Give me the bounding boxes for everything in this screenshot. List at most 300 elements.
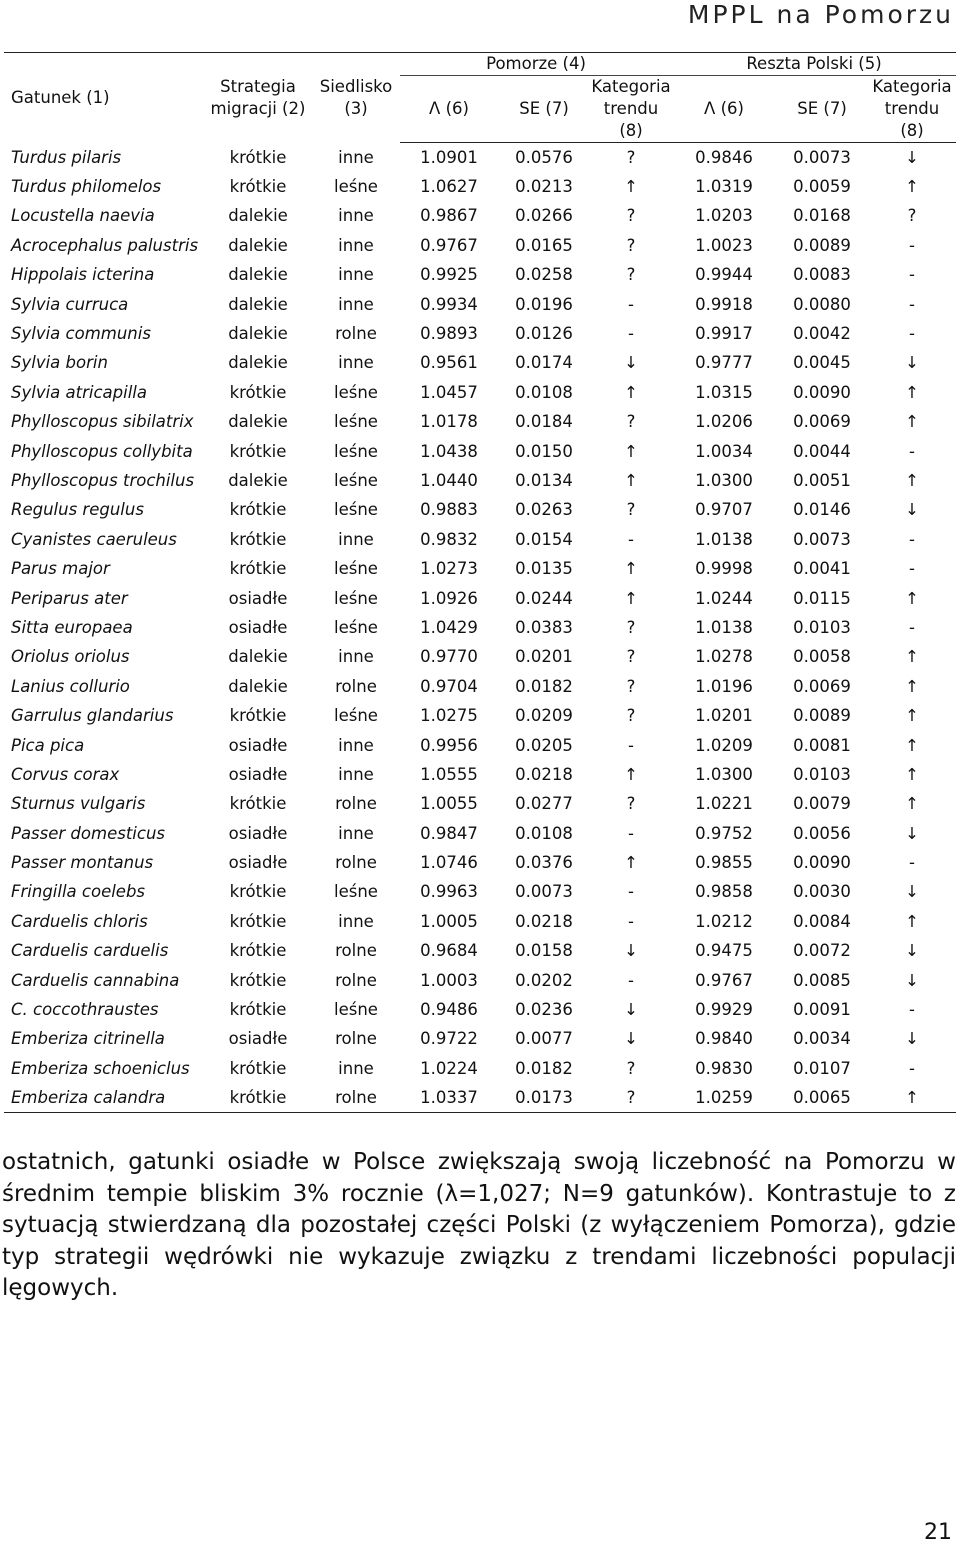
cell-r-trend: ↓ — [905, 353, 919, 373]
table-row — [4, 172, 956, 201]
cell-r-trend: ↑ — [905, 412, 919, 432]
cell-strategy: krótkie — [229, 794, 287, 814]
cell-r-se: 0.0080 — [793, 294, 851, 314]
cell-r-trend: - — [909, 294, 915, 314]
cell-r-lambda: 1.0212 — [695, 911, 753, 931]
cell-r-se: 0.0073 — [793, 529, 851, 549]
cell-p-se: 0.0202 — [515, 970, 573, 990]
cell-p-se: 0.0576 — [515, 147, 573, 167]
cell-p-se: 0.0218 — [515, 764, 573, 784]
cell-strategy: krótkie — [204, 1083, 312, 1112]
table-row — [4, 201, 956, 230]
cell-r-se: 0.0044 — [793, 441, 851, 461]
cell-r-se: 0.0072 — [793, 941, 851, 961]
cell-r-se: 0.0079 — [793, 794, 851, 814]
cell-strategy: dalekie — [228, 647, 288, 667]
cell-r-trend: ↑ — [905, 177, 919, 197]
cell-p-lambda: 0.9934 — [420, 294, 478, 314]
header-group-reszta: Reszta Polski (5) — [672, 53, 956, 76]
cell-p-lambda: 1.0055 — [420, 794, 478, 814]
running-header: MPPL na Pomorzu — [687, 0, 954, 29]
cell-r-lambda: 1.0300 — [695, 470, 753, 490]
cell-r-trend: ↑ — [905, 794, 919, 814]
cell-habitat: rolne — [335, 676, 377, 696]
header-habitat: Siedlisko (3) — [312, 53, 400, 143]
cell-habitat: inne — [338, 529, 374, 549]
cell-strategy: krótkie — [229, 147, 287, 167]
cell-p-lambda: 1.0273 — [420, 559, 478, 579]
cell-r-lambda: 1.0300 — [695, 764, 753, 784]
cell-r-se: 0.0069 — [793, 412, 851, 432]
header-p-se: SE (7) — [519, 99, 569, 118]
cell-r-trend: ↓ — [905, 970, 919, 990]
cell-p-lambda: 0.9561 — [420, 353, 478, 373]
cell-habitat: inne — [338, 147, 374, 167]
cell-r-se: 0.0090 — [793, 382, 851, 402]
cell-p-se: 0.0158 — [515, 941, 573, 961]
cell-p-trend: ? — [626, 706, 636, 726]
cell-p-lambda: 1.0901 — [420, 147, 478, 167]
cell-p-lambda: 0.9925 — [420, 265, 478, 285]
cell-p-se: 0.0165 — [515, 235, 573, 255]
cell-r-se: 0.0073 — [793, 147, 851, 167]
cell-strategy: osiadłe — [228, 853, 288, 873]
cell-habitat: inne — [338, 647, 374, 667]
cell-p-lambda: 0.9963 — [420, 882, 478, 902]
cell-r-se: 0.0090 — [793, 853, 851, 873]
page-number: 21 — [924, 1520, 952, 1545]
cell-habitat: leśne — [334, 412, 378, 432]
cell-r-se: 0.0085 — [793, 970, 851, 990]
cell-species: Sylvia communis — [11, 324, 151, 344]
table-row — [4, 818, 956, 847]
table-row — [4, 789, 956, 818]
cell-r-trend: - — [909, 1058, 915, 1078]
table-row — [4, 525, 956, 554]
cell-r-se: 0.0115 — [793, 588, 851, 608]
cell-strategy: dalekie — [228, 470, 288, 490]
cell-p-lambda: 0.9722 — [420, 1029, 478, 1049]
cell-p-trend: ↓ — [624, 353, 638, 373]
cell-species: Passer domesticus — [11, 823, 166, 843]
cell-habitat: inne — [338, 764, 374, 784]
cell-p-lambda: 1.0178 — [420, 412, 478, 432]
table-row — [4, 965, 956, 994]
cell-r-trend: ↑ — [905, 382, 919, 402]
table-row — [4, 143, 956, 172]
cell-r-trend: - — [909, 559, 915, 579]
cell-r-trend: - — [909, 853, 915, 873]
cell-species: Carduelis chloris — [11, 911, 148, 931]
header-r-se: SE (7) — [797, 99, 847, 118]
cell-p-lambda: 1.0429 — [420, 617, 478, 637]
cell-species: Phylloscopus sibilatrix — [11, 412, 194, 432]
cell-habitat: leśne — [334, 382, 378, 402]
cell-r-trend: ↑ — [905, 735, 919, 755]
cell-p-trend: ? — [626, 147, 636, 167]
cell-habitat: inne — [338, 265, 374, 285]
cell-r-trend: ↑ — [905, 588, 919, 608]
cell-species: Sylvia atricapilla — [11, 382, 147, 402]
header-p-trend: Kategoria trendu (8) — [591, 77, 671, 140]
cell-r-lambda: 0.9944 — [695, 265, 753, 285]
cell-r-lambda: 1.0209 — [695, 735, 753, 755]
cell-habitat: inne — [338, 1058, 374, 1078]
cell-p-lambda: 0.9956 — [420, 735, 478, 755]
cell-p-se: 0.0182 — [515, 676, 573, 696]
cell-p-trend: ↑ — [624, 588, 638, 608]
cell-p-se: 0.0201 — [515, 647, 573, 667]
cell-r-lambda: 1.0023 — [695, 235, 753, 255]
cell-strategy: krótkie — [229, 1000, 287, 1020]
table-row — [4, 1083, 956, 1112]
cell-p-trend: - — [628, 823, 634, 843]
cell-habitat: leśne — [334, 441, 378, 461]
cell-p-se: 0.0077 — [515, 1029, 573, 1049]
cell-strategy: osiadłe — [228, 764, 288, 784]
cell-r-trend: ↓ — [905, 882, 919, 902]
cell-strategy: krótkie — [229, 382, 287, 402]
cell-species: Turdus philomelos — [11, 177, 162, 197]
table-row — [4, 436, 956, 465]
table-row — [4, 1054, 956, 1083]
cell-r-lambda: 0.9846 — [695, 147, 753, 167]
cell-r-trend: - — [909, 235, 915, 255]
cell-r-se: 0.0041 — [793, 559, 851, 579]
cell-r-se: 0.0056 — [793, 823, 851, 843]
cell-habitat: leśne — [334, 588, 378, 608]
cell-strategy: krótkie — [229, 941, 287, 961]
cell-r-trend: - — [909, 441, 915, 461]
cell-r-lambda: 1.0138 — [695, 529, 753, 549]
cell-p-lambda: 0.9486 — [420, 1000, 478, 1020]
cell-p-lambda: 0.9832 — [420, 529, 478, 549]
cell-p-se: 0.0173 — [498, 1083, 590, 1112]
cell-r-se: 0.0065 — [776, 1083, 868, 1112]
table-row — [4, 495, 956, 524]
cell-habitat: leśne — [334, 177, 378, 197]
cell-species: Phylloscopus collybita — [11, 441, 193, 461]
cell-r-trend: - — [909, 617, 915, 637]
cell-species: Hippolais icterina — [11, 265, 155, 285]
cell-p-trend: ? — [626, 794, 636, 814]
cell-habitat: leśne — [334, 706, 378, 726]
cell-p-trend: ↑ — [624, 470, 638, 490]
cell-r-trend: ↓ — [905, 147, 919, 167]
cell-p-trend: ? — [626, 500, 636, 520]
cell-p-lambda: 1.0337 — [400, 1083, 498, 1112]
cell-r-se: 0.0058 — [793, 647, 851, 667]
header-species: Gatunek (1) — [4, 53, 204, 143]
cell-p-trend: ? — [626, 265, 636, 285]
cell-p-trend: - — [628, 324, 634, 344]
cell-r-trend: ↑ — [905, 676, 919, 696]
cell-strategy: osiadłe — [228, 1029, 288, 1049]
cell-r-trend: - — [909, 265, 915, 285]
cell-p-se: 0.0108 — [515, 382, 573, 402]
cell-r-se: 0.0103 — [793, 764, 851, 784]
cell-strategy: krótkie — [229, 882, 287, 902]
cell-p-trend: ↓ — [624, 1000, 638, 1020]
cell-p-trend: ↑ — [624, 177, 638, 197]
cell-strategy: krótkie — [229, 911, 287, 931]
cell-p-lambda: 1.0438 — [420, 441, 478, 461]
cell-r-lambda: 1.0034 — [695, 441, 753, 461]
cell-p-trend: ? — [626, 647, 636, 667]
cell-strategy: dalekie — [228, 676, 288, 696]
cell-p-lambda: 0.9867 — [420, 206, 478, 226]
cell-r-trend: ↑ — [905, 911, 919, 931]
table-row — [4, 701, 956, 730]
cell-species: Cyanistes caeruleus — [11, 529, 177, 549]
cell-habitat: inne — [338, 353, 374, 373]
cell-habitat: leśne — [334, 470, 378, 490]
cell-strategy: dalekie — [228, 353, 288, 373]
cell-r-trend: - — [909, 1000, 915, 1020]
cell-species: Sturnus vulgaris — [11, 794, 146, 814]
cell-r-lambda: 1.0315 — [695, 382, 753, 402]
cell-p-se: 0.0182 — [515, 1058, 573, 1078]
cell-r-lambda: 1.0203 — [695, 206, 753, 226]
cell-r-lambda: 0.9752 — [695, 823, 753, 843]
cell-species: Emberiza calandra — [4, 1083, 204, 1112]
cell-p-lambda: 1.0440 — [420, 470, 478, 490]
cell-p-lambda: 1.0224 — [420, 1058, 478, 1078]
cell-strategy: dalekie — [228, 294, 288, 314]
cell-r-lambda: 0.9998 — [695, 559, 753, 579]
cell-r-lambda: 1.0259 — [672, 1083, 776, 1112]
table-row — [4, 583, 956, 612]
cell-strategy: krótkie — [229, 970, 287, 990]
cell-p-lambda: 1.0627 — [420, 177, 478, 197]
table-row — [4, 289, 956, 318]
cell-p-trend: ↑ — [624, 441, 638, 461]
cell-habitat: inne — [338, 823, 374, 843]
cell-p-trend: - — [628, 970, 634, 990]
cell-p-se: 0.0184 — [515, 412, 573, 432]
cell-r-se: 0.0042 — [793, 324, 851, 344]
cell-species: Garrulus glandarius — [11, 706, 174, 726]
cell-p-trend: ? — [626, 617, 636, 637]
cell-habitat: rolne — [312, 1083, 400, 1112]
cell-p-se: 0.0154 — [515, 529, 573, 549]
cell-species: Sitta europaea — [11, 617, 133, 637]
cell-p-se: 0.0174 — [515, 353, 573, 373]
cell-habitat: leśne — [334, 617, 378, 637]
table-row — [4, 642, 956, 671]
cell-species: Periparus ater — [11, 588, 128, 608]
cell-r-lambda: 1.0201 — [695, 706, 753, 726]
table-row — [4, 378, 956, 407]
cell-r-se: 0.0089 — [793, 706, 851, 726]
cell-species: Regulus regulus — [11, 500, 144, 520]
cell-r-lambda: 0.9855 — [695, 853, 753, 873]
table-row — [4, 348, 956, 377]
cell-r-se: 0.0146 — [793, 500, 851, 520]
cell-p-se: 0.0383 — [515, 617, 573, 637]
cell-p-se: 0.0205 — [515, 735, 573, 755]
cell-p-se: 0.0266 — [515, 206, 573, 226]
cell-strategy: osiadłe — [228, 617, 288, 637]
cell-species: Pica pica — [11, 735, 85, 755]
header-group-pomorze: Pomorze (4) — [400, 53, 672, 76]
cell-species: C. coccothraustes — [11, 1000, 159, 1020]
cell-p-trend: ? — [626, 676, 636, 696]
cell-p-se: 0.0236 — [515, 1000, 573, 1020]
cell-r-trend: ? — [907, 206, 917, 226]
header-p-lambda: Λ (6) — [429, 99, 469, 118]
cell-p-trend: ? — [626, 412, 636, 432]
cell-p-lambda: 0.9847 — [420, 823, 478, 843]
cell-r-trend: - — [909, 324, 915, 344]
cell-habitat: inne — [338, 911, 374, 931]
cell-strategy: dalekie — [228, 412, 288, 432]
cell-species: Turdus pilaris — [11, 147, 122, 167]
cell-p-trend: - — [628, 294, 634, 314]
cell-r-lambda: 1.0221 — [695, 794, 753, 814]
cell-r-lambda: 0.9767 — [695, 970, 753, 990]
cell-r-lambda: 0.9475 — [695, 941, 753, 961]
cell-p-lambda: 0.9770 — [420, 647, 478, 667]
cell-p-trend: ? — [626, 235, 636, 255]
header-strategy: Strategia migracji (2) — [204, 53, 312, 143]
cell-p-trend: - — [628, 911, 634, 931]
cell-p-trend: ? — [626, 206, 636, 226]
cell-p-lambda: 1.0457 — [420, 382, 478, 402]
cell-species: Oriolus oriolus — [11, 647, 130, 667]
table-row — [4, 1024, 956, 1053]
cell-p-lambda: 1.0275 — [420, 706, 478, 726]
cell-r-lambda: 1.0196 — [695, 676, 753, 696]
cell-r-trend: ↑ — [905, 647, 919, 667]
cell-r-se: 0.0168 — [793, 206, 851, 226]
cell-r-lambda: 0.9840 — [695, 1029, 753, 1049]
cell-p-se: 0.0108 — [515, 823, 573, 843]
cell-r-se: 0.0083 — [793, 265, 851, 285]
cell-p-trend: - — [628, 529, 634, 549]
cell-r-lambda: 0.9918 — [695, 294, 753, 314]
table-row — [4, 231, 956, 260]
cell-r-lambda: 0.9707 — [695, 500, 753, 520]
table-row — [4, 936, 956, 965]
table-row — [4, 848, 956, 877]
cell-strategy: dalekie — [228, 324, 288, 344]
cell-p-lambda: 1.0005 — [420, 911, 478, 931]
cell-habitat: rolne — [335, 794, 377, 814]
cell-habitat: rolne — [335, 324, 377, 344]
cell-p-lambda: 1.0926 — [420, 588, 478, 608]
cell-strategy: osiadłe — [228, 588, 288, 608]
cell-species: Parus major — [11, 559, 110, 579]
table-row — [4, 319, 956, 348]
cell-habitat: rolne — [335, 970, 377, 990]
cell-r-trend: ↑ — [905, 764, 919, 784]
cell-habitat: inne — [338, 235, 374, 255]
cell-strategy: dalekie — [228, 235, 288, 255]
cell-species: Emberiza schoeniclus — [11, 1058, 190, 1078]
cell-strategy: krótkie — [229, 559, 287, 579]
cell-r-trend: ↑ — [868, 1083, 956, 1112]
cell-p-se: 0.0196 — [515, 294, 573, 314]
cell-p-lambda: 1.0003 — [420, 970, 478, 990]
cell-habitat: rolne — [335, 941, 377, 961]
cell-strategy: osiadłe — [228, 823, 288, 843]
cell-r-trend: ↓ — [905, 941, 919, 961]
cell-r-se: 0.0059 — [793, 177, 851, 197]
table-row — [4, 730, 956, 759]
cell-p-lambda: 1.0555 — [420, 764, 478, 784]
cell-p-se: 0.0218 — [515, 911, 573, 931]
cell-p-lambda: 0.9684 — [420, 941, 478, 961]
cell-r-lambda: 1.0206 — [695, 412, 753, 432]
cell-p-trend: - — [628, 882, 634, 902]
cell-p-trend: ? — [626, 1058, 636, 1078]
cell-species: Carduelis carduelis — [11, 941, 169, 961]
cell-r-se: 0.0045 — [793, 353, 851, 373]
cell-species: Sylvia borin — [11, 353, 108, 373]
cell-habitat: inne — [338, 735, 374, 755]
cell-p-se: 0.0244 — [515, 588, 573, 608]
cell-p-lambda: 0.9883 — [420, 500, 478, 520]
cell-species: Sylvia curruca — [11, 294, 129, 314]
cell-strategy: dalekie — [228, 265, 288, 285]
cell-r-trend: ↓ — [905, 823, 919, 843]
body-paragraph: ostatnich, gatunki osiadłe w Polsce zwiększają swoją liczebność na Pomorzu w średnim tempie bliskim 3% rocznie (λ=1,027; N=9 gatunków). Kontrastuje to z sytuacją stwierdzaną dla pozostałej części Polski (z wyłączeniem Pomorza), gdzie typ strategii wędrówki nie wykazuje związku z trendami liczebności populacji lęgowych. — [2, 1149, 956, 1301]
cell-p-lambda: 0.9704 — [420, 676, 478, 696]
cell-species: Corvus corax — [11, 764, 120, 784]
cell-habitat: leśne — [334, 500, 378, 520]
cell-r-lambda: 0.9917 — [695, 324, 753, 344]
cell-r-trend: ↓ — [905, 500, 919, 520]
cell-p-lambda: 0.9767 — [420, 235, 478, 255]
cell-r-se: 0.0107 — [793, 1058, 851, 1078]
cell-strategy: osiadłe — [228, 735, 288, 755]
cell-strategy: krótkie — [229, 529, 287, 549]
cell-strategy: krótkie — [229, 706, 287, 726]
cell-species: Phylloscopus trochilus — [11, 470, 195, 490]
cell-r-trend: ↑ — [905, 470, 919, 490]
table-row — [4, 877, 956, 906]
cell-p-se: 0.0263 — [515, 500, 573, 520]
cell-p-trend: ↑ — [624, 764, 638, 784]
cell-p-se: 0.0209 — [515, 706, 573, 726]
cell-species: Locustella naevia — [11, 206, 155, 226]
cell-r-se: 0.0030 — [793, 882, 851, 902]
cell-r-lambda: 0.9858 — [695, 882, 753, 902]
cell-p-trend: ↓ — [624, 941, 638, 961]
cell-r-se: 0.0069 — [793, 676, 851, 696]
cell-r-trend: ↑ — [905, 706, 919, 726]
cell-species: Acrocephalus palustris — [11, 235, 199, 255]
header-r-trend: Kategoria trendu (8) — [872, 77, 952, 140]
cell-r-se: 0.0084 — [793, 911, 851, 931]
cell-habitat: leśne — [334, 559, 378, 579]
cell-r-lambda: 1.0244 — [695, 588, 753, 608]
cell-r-lambda: 0.9777 — [695, 353, 753, 373]
cell-strategy: krótkie — [229, 1058, 287, 1078]
table-row — [4, 407, 956, 436]
cell-p-se: 0.0213 — [515, 177, 573, 197]
cell-habitat: leśne — [334, 882, 378, 902]
cell-habitat: inne — [338, 206, 374, 226]
species-trend-table — [4, 52, 956, 1113]
cell-r-lambda: 1.0278 — [695, 647, 753, 667]
cell-r-lambda: 0.9830 — [695, 1058, 753, 1078]
cell-r-se: 0.0103 — [793, 617, 851, 637]
cell-p-trend: ↑ — [624, 559, 638, 579]
cell-p-trend: ↑ — [624, 853, 638, 873]
cell-species: Lanius collurio — [11, 676, 130, 696]
